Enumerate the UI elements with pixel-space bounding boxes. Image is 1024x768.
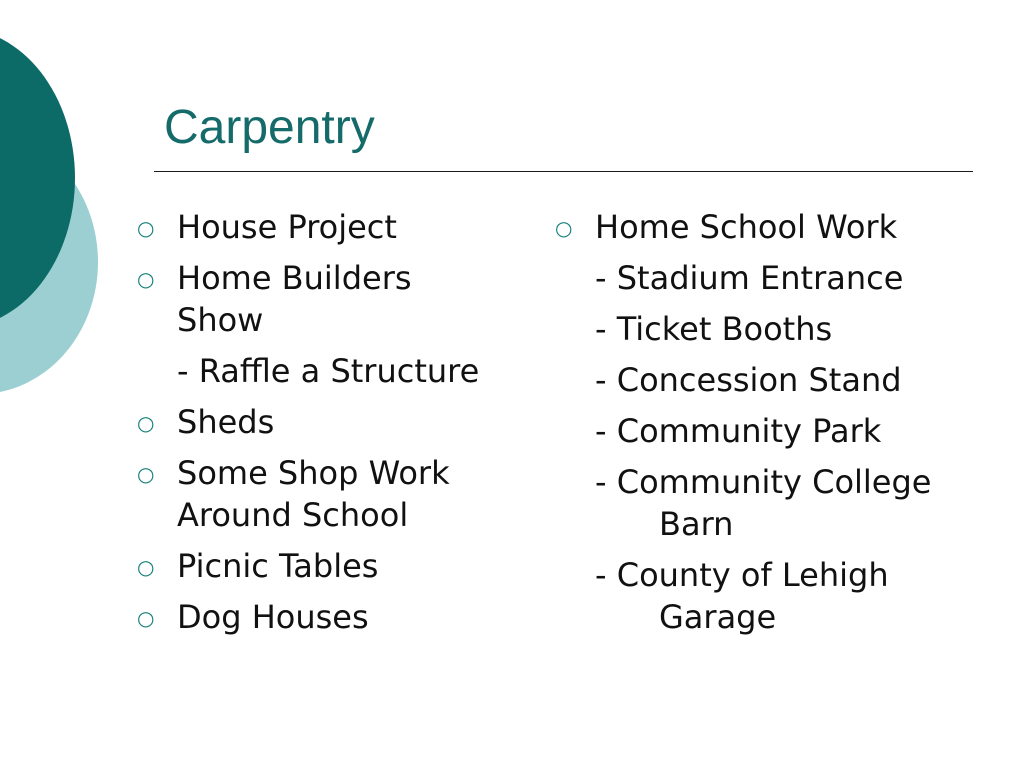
- list-item-text: Dog Houses: [177, 598, 369, 636]
- list-item: [137, 596, 537, 638]
- bullet-circle-icon: ○: [555, 216, 573, 240]
- list-subitem: [555, 308, 985, 350]
- bullet-circle-icon: ○: [137, 462, 155, 486]
- list-subitem: [555, 461, 985, 545]
- bullet-circle-icon: ○: [137, 216, 155, 240]
- bullet-circle-icon: ○: [137, 606, 155, 630]
- list-item-text: Home Builders Show: [177, 259, 412, 339]
- list-item: [137, 206, 537, 248]
- list-item: [137, 452, 537, 536]
- list-item: [137, 257, 537, 341]
- list-item: [137, 401, 537, 443]
- list-subitem: [555, 410, 985, 452]
- slide-title: Carpentry: [164, 101, 375, 154]
- list-subitem: [555, 554, 985, 638]
- bullet-circle-icon: ○: [137, 267, 155, 291]
- list-subitem: [555, 257, 985, 299]
- list-subitem: [137, 350, 537, 392]
- list-item-text: Home School Work: [595, 208, 898, 246]
- list-item-text: - Community Park: [595, 412, 882, 450]
- list-item-text: Sheds: [177, 403, 275, 441]
- list-item-text: House Project: [177, 208, 397, 246]
- list-item-text: - Concession Stand: [595, 361, 902, 399]
- left-bullet-list: [137, 206, 537, 647]
- list-item-text: - Community College Barn: [595, 463, 932, 543]
- list-item-text: - Ticket Booths: [595, 310, 833, 348]
- list-item: [555, 206, 985, 248]
- list-item-text: Picnic Tables: [177, 547, 379, 585]
- bullet-circle-icon: ○: [137, 555, 155, 579]
- list-item-text: - Stadium Entrance: [595, 259, 904, 297]
- title-underline: [154, 171, 973, 172]
- bullet-circle-icon: ○: [137, 411, 155, 435]
- list-item: [137, 545, 537, 587]
- right-bullet-list: [555, 206, 985, 647]
- list-subitem: [555, 359, 985, 401]
- list-item-text: Some Shop Work Around School: [177, 454, 450, 534]
- list-item-text: - Raffle a Structure: [177, 352, 480, 390]
- list-item-text: - County of Lehigh Garage: [595, 556, 889, 636]
